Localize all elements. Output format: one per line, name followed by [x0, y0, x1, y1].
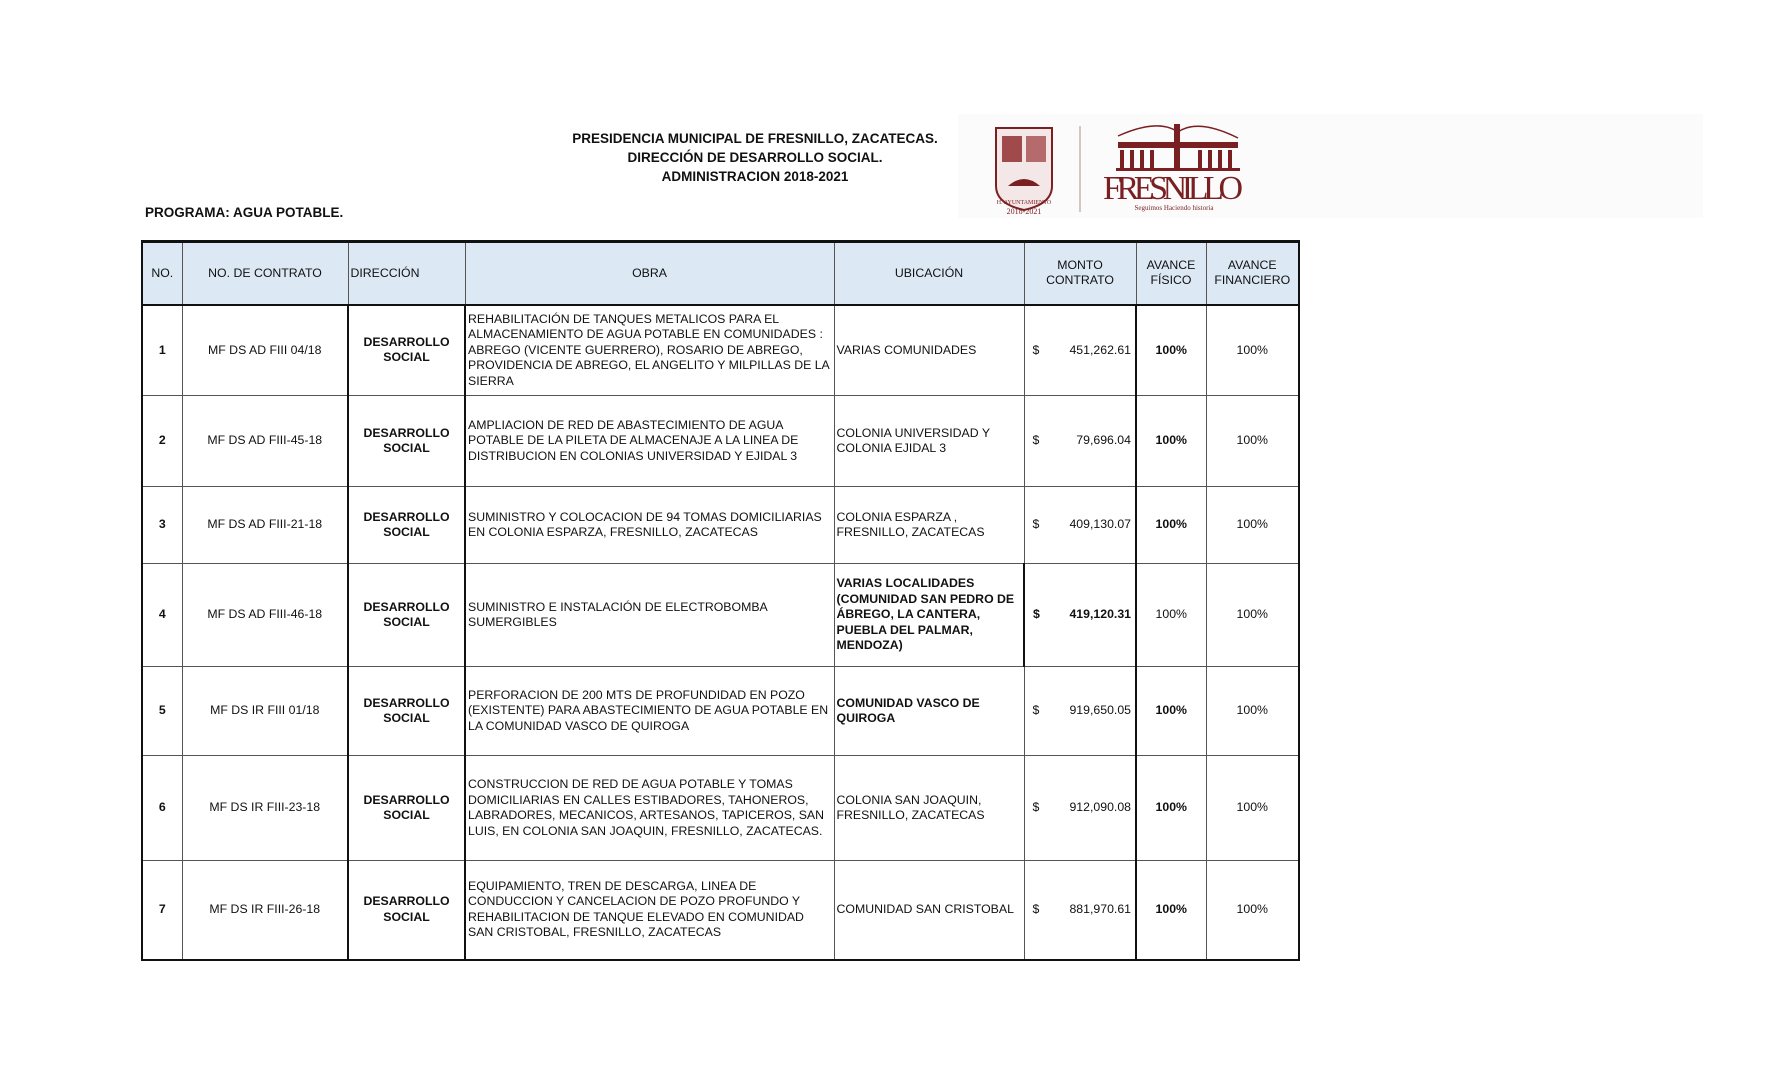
cell-avance-financiero: 100% [1206, 667, 1299, 756]
monto-value: 881,970.61 [1069, 902, 1131, 916]
cell-direccion: DESARROLLO SOCIAL [348, 396, 465, 487]
cell-ubicacion: COMUNIDAD SAN CRISTOBAL [834, 861, 1024, 960]
cell-no: 2 [142, 396, 182, 487]
municipal-logo [958, 114, 1703, 218]
cell-contrato: MF DS IR FIII-23-18 [182, 756, 348, 861]
cell-no: 1 [142, 305, 182, 396]
cell-ubicacion: VARIAS LOCALIDADES (COMUNIDAD SAN PEDRO DE ÁBREGO, LA CANTERA, PUEBLA DEL PALMAR, MENDOZA) [834, 564, 1024, 667]
cell-ubicacion: COMUNIDAD VASCO DE QUIROGA [834, 667, 1024, 756]
svg-text:FRESNILLO: FRESNILLO [1103, 170, 1243, 207]
cell-avance-fisico: 100% [1136, 667, 1206, 756]
col-header-obra: OBRA [465, 242, 834, 305]
monto-value: 409,130.07 [1069, 517, 1131, 532]
cell-ubicacion: COLONIA SAN JOAQUIN, FRESNILLO, ZACATECAS [834, 756, 1024, 861]
cell-monto [1024, 487, 1136, 564]
cell-direccion: DESARROLLO SOCIAL [348, 564, 465, 667]
cell-ubicacion: COLONIA ESPARZA , FRESNILLO, ZACATECAS [834, 487, 1024, 564]
table-row [142, 487, 1299, 564]
svg-text:2018-2021: 2018-2021 [1006, 207, 1042, 216]
table-row [142, 861, 1299, 960]
monto-value: 919,650.05 [1069, 703, 1131, 718]
cell-contrato: MF DS AD FIII-46-18 [182, 564, 348, 667]
cell-monto [1024, 305, 1136, 396]
table-row [142, 564, 1299, 667]
monto-value: 419,120.31 [1069, 607, 1131, 622]
header-title-2: DIRECCIÓN DE DESARROLLO SOCIAL. [627, 150, 883, 165]
cell-avance-fisico: 100% [1136, 756, 1206, 861]
cell-ubicacion: VARIAS COMUNIDADES [834, 305, 1024, 396]
cell-avance-fisico: 100% [1136, 564, 1206, 667]
cell-obra: EQUIPAMIENTO, TREN DE DESCARGA, LINEA DE CONDUCCION Y CANCELACION DE POZO PROFUNDO Y REHABILITACION DE TANQUE ELEVADO EN COMUNIDAD SAN CRISTOBAL, FRESNILLO, ZACATECAS [465, 861, 834, 960]
cell-obra: AMPLIACION DE RED DE ABASTECIMIENTO DE AGUA POTABLE DE LA PILETA DE ALMACENAJE A LA LINEA DE DISTRIBUCION EN COLONIAS UNIVERSIDAD Y EJIDAL 3 [465, 396, 834, 487]
col-header-contrato: NO. DE CONTRATO [182, 242, 348, 305]
cell-avance-financiero: 100% [1206, 564, 1299, 667]
header-title-1: PRESIDENCIA MUNICIPAL DE FRESNILLO, ZACATECAS. [572, 131, 938, 146]
monto-value: 79,696.04 [1076, 433, 1131, 448]
cell-contrato: MF DS AD FIII-21-18 [182, 487, 348, 564]
cell-direccion: DESARROLLO SOCIAL [348, 861, 465, 960]
cell-avance-financiero: 100% [1206, 756, 1299, 861]
currency-symbol: $ [1032, 902, 1040, 916]
cell-monto [1024, 564, 1136, 667]
currency-symbol: $ [1032, 517, 1040, 532]
cell-monto [1024, 667, 1136, 756]
currency-symbol: $ [1032, 703, 1040, 718]
currency-symbol: $ [1032, 800, 1040, 815]
table-row [142, 305, 1299, 396]
cell-obra: PERFORACION DE 200 MTS DE PROFUNDIDAD EN POZO (EXISTENTE) PARA ABASTECIMIENTO DE AGUA POTABLE EN LA COMUNIDAD VASCO DE QUIROGA [465, 667, 834, 756]
works-table [141, 240, 1300, 961]
cell-monto [1024, 861, 1136, 960]
cell-contrato: MF DS AD FIII-45-18 [182, 396, 348, 487]
cell-contrato: MF DS IR FIII-26-18 [182, 861, 348, 960]
cell-monto [1024, 396, 1136, 487]
cell-contrato: MF DS IR FIII 01/18 [182, 667, 348, 756]
col-header-direccion: DIRECCIÓN [348, 242, 465, 305]
currency-symbol: $ [1032, 433, 1040, 448]
col-header-monto: MONTO CONTRATO [1024, 242, 1136, 305]
cell-direccion: DESARROLLO SOCIAL [348, 667, 465, 756]
fresnillo-logo-icon [958, 114, 1703, 218]
cell-avance-fisico: 100% [1136, 487, 1206, 564]
cell-avance-fisico: 100% [1136, 396, 1206, 487]
monto-value: 451,262.61 [1069, 342, 1131, 357]
cell-contrato: MF DS AD FIII 04/18 [182, 305, 348, 396]
col-header-avance-financiero: AVANCE FINANCIERO [1206, 242, 1299, 305]
currency-symbol: $ [1033, 607, 1040, 622]
header-title-3: ADMINISTRACION 2018-2021 [661, 169, 849, 184]
cell-ubicacion: COLONIA UNIVERSIDAD Y COLONIA EJIDAL 3 [834, 396, 1024, 487]
cell-no: 7 [142, 861, 182, 960]
cell-monto [1024, 756, 1136, 861]
col-header-avance-fisico: AVANCE FÍSICO [1136, 242, 1206, 305]
cell-obra: SUMINISTRO Y COLOCACION DE 94 TOMAS DOMICILIARIAS EN COLONIA ESPARZA, FRESNILLO, ZACATECAS [465, 487, 834, 564]
cell-no: 5 [142, 667, 182, 756]
cell-no: 6 [142, 756, 182, 861]
cell-avance-financiero: 100% [1206, 305, 1299, 396]
currency-symbol: $ [1032, 342, 1040, 357]
cell-obra: REHABILITACIÓN DE TANQUES METALICOS PARA EL ALMACENAMIENTO DE AGUA POTABLE EN COMUNIDADES : ABREGO (VICENTE GUERRERO), ROSARIO DE ABREGO, PROVIDENCIA DE ABREGO, EL ANGELITO Y MILPILLAS DE LA SIERRA [465, 305, 834, 396]
cell-avance-fisico: 100% [1136, 305, 1206, 396]
cell-no: 4 [142, 564, 182, 667]
cell-avance-financiero: 100% [1206, 487, 1299, 564]
table-row [142, 667, 1299, 756]
cell-no: 3 [142, 487, 182, 564]
table-row [142, 396, 1299, 487]
table-row [142, 756, 1299, 861]
cell-obra: CONSTRUCCION DE RED DE AGUA POTABLE Y TOMAS DOMICILIARIAS EN CALLES ESTIBADORES, TAHONEROS, LABRADORES, MECANICOS, ARTESANOS, TAPICEROS, SAN LUIS, EN COLONIA SAN JOAQUIN, FRESNILLO, ZACATECAS. [465, 756, 834, 861]
table-header-row [142, 242, 1299, 305]
cell-avance-financiero: 100% [1206, 861, 1299, 960]
cell-direccion: DESARROLLO SOCIAL [348, 487, 465, 564]
col-header-ubicacion: UBICACIÓN [834, 242, 1024, 305]
cell-avance-financiero: 100% [1206, 396, 1299, 487]
svg-text:Seguimos Haciendo historia: Seguimos Haciendo historia [1134, 204, 1214, 212]
program-label: PROGRAMA: AGUA POTABLE. [145, 205, 344, 220]
monto-value: 912,090.08 [1069, 800, 1131, 815]
cell-direccion: DESARROLLO SOCIAL [348, 756, 465, 861]
col-header-no: NO. [142, 242, 182, 305]
cell-obra: SUMINISTRO E INSTALACIÓN DE ELECTROBOMBA SUMERGIBLES [465, 564, 834, 667]
cell-direccion: DESARROLLO SOCIAL [348, 305, 465, 396]
svg-text:H. AYUNTAMIENTO: H. AYUNTAMIENTO [996, 200, 1052, 206]
cell-avance-fisico: 100% [1136, 861, 1206, 960]
